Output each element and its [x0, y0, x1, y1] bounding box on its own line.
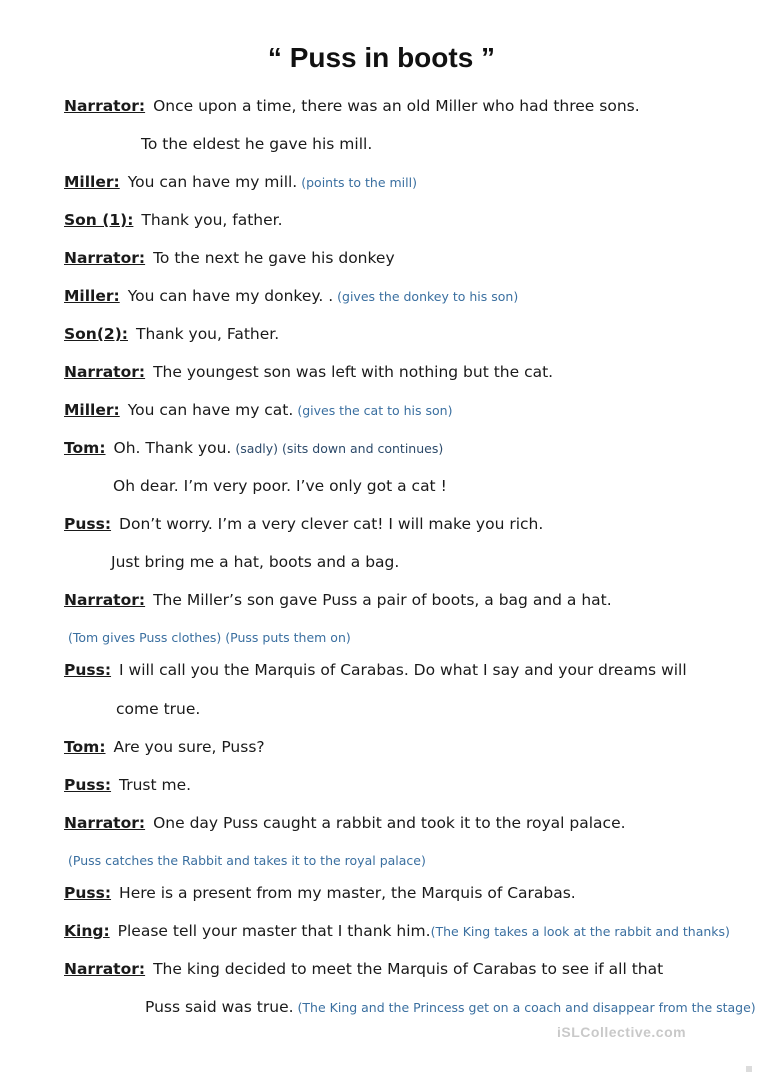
line-text: The youngest son was left with nothing but the cat. — [153, 363, 554, 381]
stage-direction: (Puss catches the Rabbit and takes it to the royal palace) — [68, 853, 426, 868]
line-text: I will call you the Marquis of Carabas. Do what I say and your dreams will — [119, 661, 687, 679]
line-text: To the eldest he gave his mill. — [141, 135, 373, 153]
script-line — [64, 884, 576, 902]
script-line — [64, 960, 663, 978]
stage-direction: (The King takes a look at the rabbit and thanks) — [430, 924, 730, 939]
line-text: Once upon a time, there was an old Miller who had three sons. — [153, 97, 640, 115]
speaker-label: Miller: — [64, 173, 120, 191]
line-text: Thank you, father. — [141, 211, 283, 229]
script-line — [116, 700, 200, 718]
line-text: The Miller’s son gave Puss a pair of boots, a bag and a hat. — [153, 591, 612, 609]
line-text: One day Puss caught a rabbit and took it to the royal palace. — [153, 814, 626, 832]
line-text: You can have my mill. — [127, 173, 298, 191]
page-title: “ Puss in boots ” — [267, 42, 496, 73]
speaker-label: Narrator: — [64, 249, 146, 267]
speaker-label: Miller: — [64, 401, 120, 419]
speaker-label: Narrator: — [64, 97, 146, 115]
script-line — [64, 776, 191, 794]
speaker-label: Narrator: — [64, 960, 146, 978]
line-text: Oh. Thank you. — [113, 439, 232, 457]
speaker-label: King: — [64, 922, 110, 940]
stage-direction: (Tom gives Puss clothes) (Puss puts them on) — [68, 630, 351, 645]
script-line — [64, 211, 283, 229]
script-line — [64, 738, 265, 756]
script-line — [64, 249, 395, 267]
line-text: Here is a present from my master, the Marquis of Carabas. — [119, 884, 576, 902]
script-line — [64, 97, 640, 115]
line-text: You can have my donkey. . — [127, 287, 334, 305]
speaker-label: Son (1): — [64, 211, 134, 229]
speaker-label: Puss: — [64, 661, 112, 679]
line-text: come true. — [116, 700, 201, 718]
line-text: To the next he gave his donkey — [153, 249, 395, 267]
stage-direction: (gives the donkey to his son) — [337, 289, 519, 304]
speaker-label: Miller: — [64, 287, 120, 305]
script-line — [113, 477, 447, 495]
speaker-label: Puss: — [64, 884, 112, 902]
page-corner-mark — [746, 1066, 752, 1072]
speaker-label: Narrator: — [64, 814, 146, 832]
script-line — [141, 135, 372, 153]
line-text: Trust me. — [119, 776, 192, 794]
script-line — [64, 401, 452, 419]
stage-direction: (The King and the Princess get on a coach and disappear from the stage) — [297, 1000, 756, 1015]
script-line — [64, 325, 279, 343]
speaker-label: Son(2): — [64, 325, 128, 343]
script-line — [64, 661, 687, 679]
script-line — [64, 591, 612, 609]
stage-direction: (sadly) (sits down and continues) — [235, 441, 444, 456]
script-line — [64, 515, 543, 533]
line-text: Oh dear. I’m very poor. I’ve only got a cat ! — [113, 477, 447, 495]
script-line — [64, 173, 417, 191]
watermark: iSLCollective.com — [557, 1024, 687, 1040]
line-text: The king decided to meet the Marquis of Carabas to see if all that — [153, 960, 664, 978]
speaker-label: Narrator: — [64, 591, 146, 609]
line-text: Please tell your master that I thank him. — [117, 922, 431, 940]
script-line — [68, 851, 426, 869]
speaker-label: Puss: — [64, 515, 112, 533]
stage-direction: (gives the cat to his son) — [297, 403, 453, 418]
script-line — [64, 922, 730, 940]
line-text: Don’t worry. I’m a very clever cat! I will make you rich. — [119, 515, 544, 533]
script-line — [64, 287, 518, 305]
speaker-label: Puss: — [64, 776, 112, 794]
stage-direction: (points to the mill) — [301, 175, 417, 190]
script-line — [111, 553, 399, 571]
speaker-label: Narrator: — [64, 363, 146, 381]
line-text: You can have my cat. — [127, 401, 294, 419]
speaker-label: Tom: — [64, 439, 106, 457]
script-line — [68, 628, 351, 646]
line-text: Just bring me a hat, boots and a bag. — [111, 553, 400, 571]
line-text: Are you sure, Puss? — [113, 738, 265, 756]
script-line — [64, 363, 553, 381]
speaker-label: Tom: — [64, 738, 106, 756]
script-line — [145, 998, 756, 1016]
script-line — [64, 814, 626, 832]
line-text: Thank you, Father. — [136, 325, 280, 343]
line-text: Puss said was true. — [145, 998, 294, 1016]
script-line — [64, 439, 443, 457]
